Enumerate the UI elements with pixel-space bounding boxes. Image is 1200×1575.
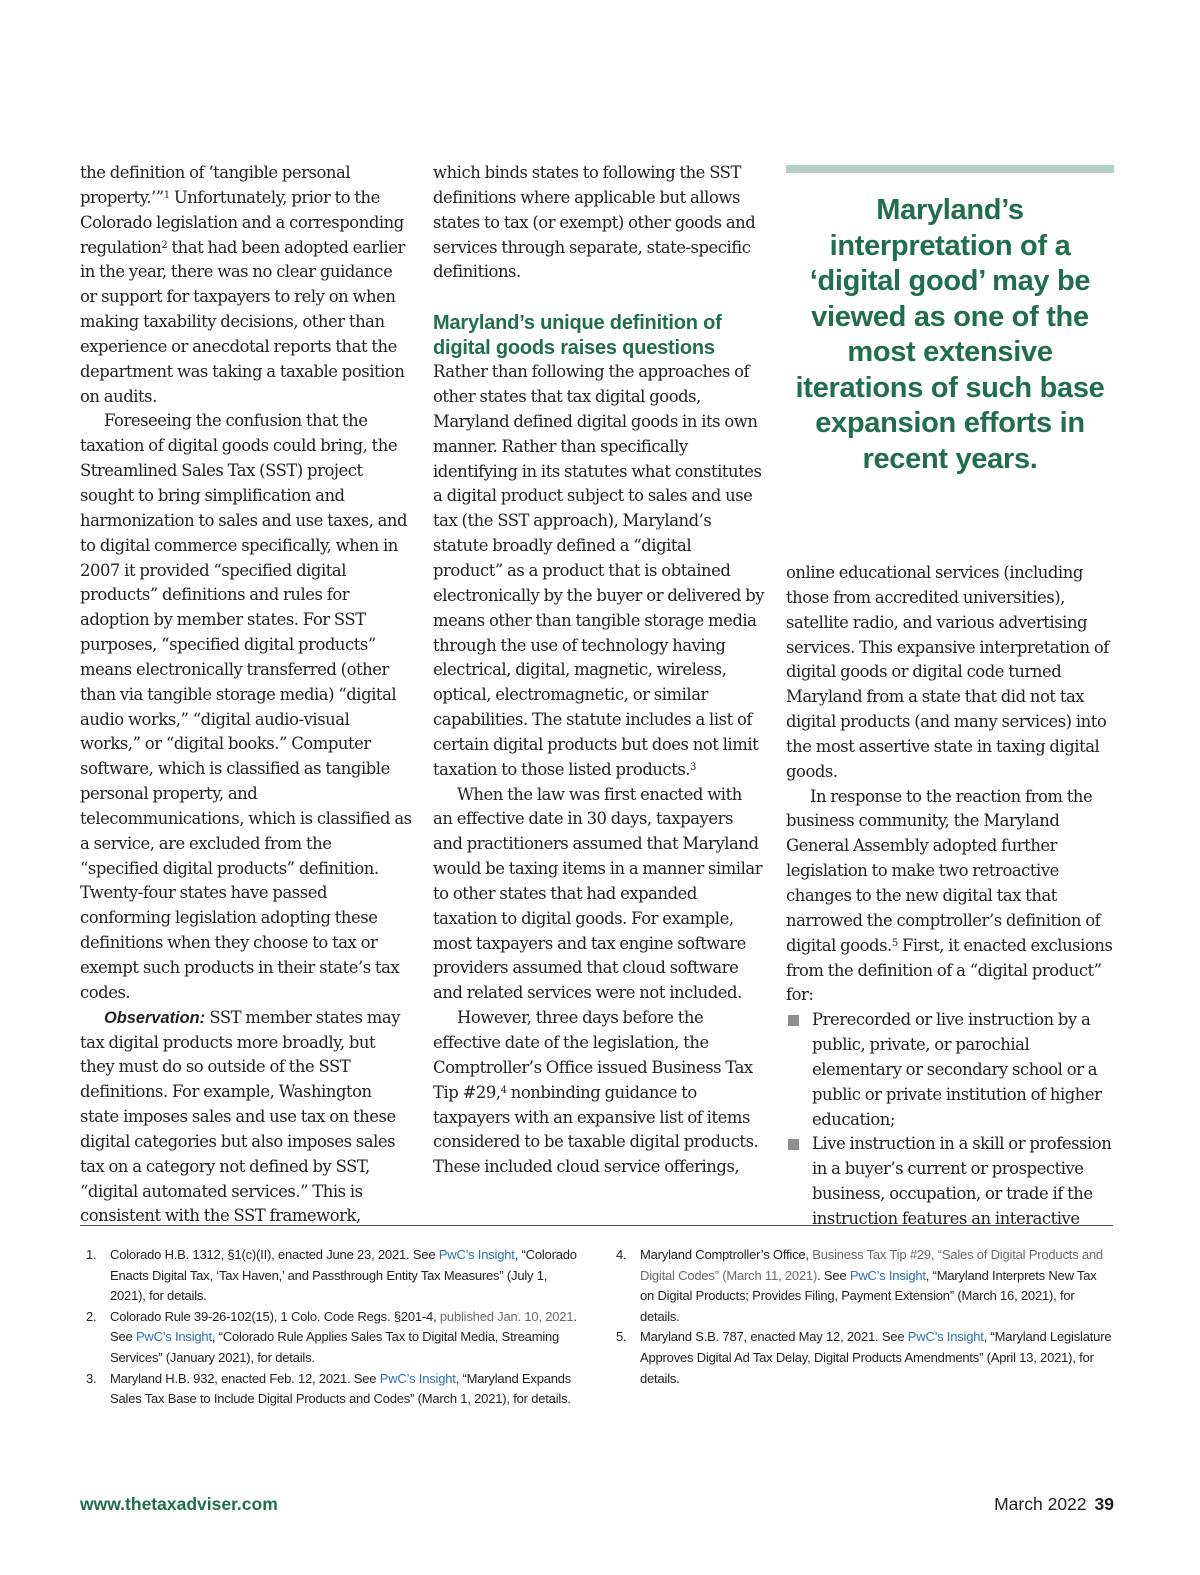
footnote-ref-3[interactable]: 3 [690, 761, 696, 773]
paragraph: When the law was first enacted with an effective date in 30 days, taxpayers and practitioners assumed that Maryland would be taxing items in a manner similar to other states that had expanded taxation to digital goods. For example, most taxpayers and tax engine software providers assumed that cloud software and related services were not included. [433, 784, 763, 1003]
footnote-4: 4. Maryland Comptroller’s Office, Business Tax Tip #29, “Sales of Digital Products and Digital Codes” (March 11, 2021). See PwC’s Insight, “Maryland Interprets New Tax on Digital Products; Provides Filing, Payment Extension” (March 16, 2021), for details. [616, 1247, 1103, 1324]
pull-quote: Maryland’s interpretation of a ‘digital good’ may be viewed as one of the most extensive iterations of such base expansion efforts in recent years. [795, 194, 1105, 475]
footnote-2: 2. Colorado Rule 39-26-102(15), 1 Colo. Code Regs. §201-4, published Jan. 10, 2021. See PwC’s Insight, “Colorado Rule Applies Sales Tax to Digital Media, Streaming Services” (January 2021), for details. [86, 1308, 577, 1365]
paragraph: online educational services (including those from accredited universities), satellite radio, and various advertising services. This expansive interpretation of digital goods or digital code turned Maryland from a state that did not tax digital products (and many services) into the most assertive state in taxing digital goods. [786, 563, 1109, 781]
paragraph: Rather than following the approaches of other states that tax digital goods, Maryland defined digital goods in its own manner. Rather than specifically identifying in its statutes what constitutes a digital product subject to sales and use tax (the SST approach), Maryland’s statute broadly defined a “digital product” as a product that is obtained electronically by the buyer or delivered by means other than tangible storage media through the use of technology having electrical, digital, magnetic, wireless, optical, electromagnetic, or similar capabilities. The statute includes a list of certain digital products but does not limit taxation to those listed products.$^3$ [433, 362, 765, 779]
footnote-divider [80, 1225, 1113, 1226]
paragraph: the definition of ‘tangible personal property.’”$^1$ Unfortunately, prior to the Colorado legislation and a corresponding regulation$^2$ that had been adopted earlier in the year, there was no clear guidance or support for taxpayers to rely on when making taxability decisions, other than experience or anecdotal reports that the department was taking a taxable position on audits. [80, 163, 405, 406]
pwc-insight-link[interactable]: PwC’s Insight [135, 1329, 212, 1345]
footnote-ref-5[interactable]: 5 [891, 937, 898, 949]
pwc-insight-link[interactable]: PwC’s Insight [849, 1267, 926, 1283]
footnotes-column-1 [86, 1245, 578, 1410]
footnote-5: 5. Maryland S.B. 787, enacted May 12, 2021. See PwC’s Insight, “Maryland Legislature Approves Digital Ad Tax Delay, Digital Products Amendments” (April 13, 2021), for details. [616, 1329, 1112, 1386]
square-bullet-icon [788, 1139, 799, 1150]
paragraph: which binds states to following the SST definitions where applicable but allows states to tax (or exempt) other goods and services through separate, state-specific definitions. [433, 163, 756, 282]
exclusions-list [786, 1008, 1116, 1232]
footnote-ref-1[interactable]: 1 [163, 189, 170, 201]
body-column-1 [80, 161, 412, 1229]
pullquote-rule [786, 165, 1114, 173]
website-link[interactable]: www.thetaxadviser.com [80, 1494, 278, 1514]
footnote-ref-4[interactable]: 4 [500, 1084, 507, 1096]
page-number: 39 [1094, 1494, 1114, 1514]
observation-label: Observation: [104, 1008, 206, 1027]
issue-info [994, 1494, 1114, 1515]
paragraph: In response to the reaction from the business community, the Maryland General Assembly adopted further legislation to make two retroactive changes to the new digital tax that narrowed the comptroller’s definition of digital goods.$^5$ First, it enacted exclusions from the definition of a “digital product” for: [786, 786, 1113, 1005]
footnote-3: 3. Maryland H.B. 932, enacted Feb. 12, 2021. See PwC’s Insight, “Maryland Expands Sales Tax Base to Include Digital Products and Codes” (March 1, 2021), for details. [86, 1370, 572, 1407]
paragraph: However, three days before the effective date of the legislation, the Comptroller’s Office issued Business Tax Tip #29,$^4$ nonbinding guidance to taxpayers with an expansive list of items considered to be taxable digital products. These included cloud service offerings, [433, 1008, 759, 1177]
body-column-3 [786, 561, 1116, 1232]
square-bullet-icon [788, 1015, 799, 1026]
issue-date: March 2022 [994, 1494, 1087, 1514]
body-column-2 [433, 161, 765, 1180]
list-item: Live instruction in a skill or profession in a buyer’s current or prospective business, occupation, or trade if the instruction features an interactive [786, 1132, 1116, 1231]
footnotes-column-2 [616, 1245, 1112, 1389]
section-heading: Maryland’s unique definition of digital goods raises questions [433, 312, 722, 359]
footnote-ref-2[interactable]: 2 [161, 239, 168, 251]
pwc-insight-link[interactable]: PwC’s Insight [438, 1247, 515, 1262]
footnote-1: 1. Colorado H.B. 1312, §1(c)(II), enacted June 23, 2021. See PwC’s Insight, “Colorado Enacts Digital Tax, ‘Tax Haven,’ and Passthrough Entity Tax Measures” (July 1, 2021), for details. [86, 1247, 577, 1304]
pwc-insight-link[interactable]: PwC’s Insight [379, 1370, 456, 1386]
pwc-insight-link[interactable]: PwC’s Insight [907, 1329, 984, 1345]
list-item: Prerecorded or live instruction by a public, private, or parochial elementary or secondary school or a public or private institution of higher education; [786, 1008, 1116, 1132]
observation-paragraph: Observation: SST member states may tax digital products more broadly, but they must do so outside of the SST definitions. For example, Washington state imposes sales and use tax on these digital categories but also imposes sales tax on a category not defined by SST, “digital automated services.” This is consistent with the SST framework, [80, 1007, 401, 1226]
paragraph: Foreseeing the confusion that the taxation of digital goods could bring, the Streamlined Sales Tax (SST) project sought to bring simplification and harmonization to sales and use taxes, and to digital commerce specifically, when in 2007 it provided “specified digital products” definitions and rules for adoption by member states. For SST purposes, “specified digital products” means electronically transferred (other than via tangible storage media) “digital audio works,” “digital audio-visual works,” or “digital books.” Computer software, which is classified as tangible personal property, and telecommunications, which is classified as a service, are excluded from the “specified digital products” definition. Twenty-four states have passed conforming legislation adopting these definitions when they choose to tax or exempt such products in their state’s tax codes. [80, 411, 412, 1002]
